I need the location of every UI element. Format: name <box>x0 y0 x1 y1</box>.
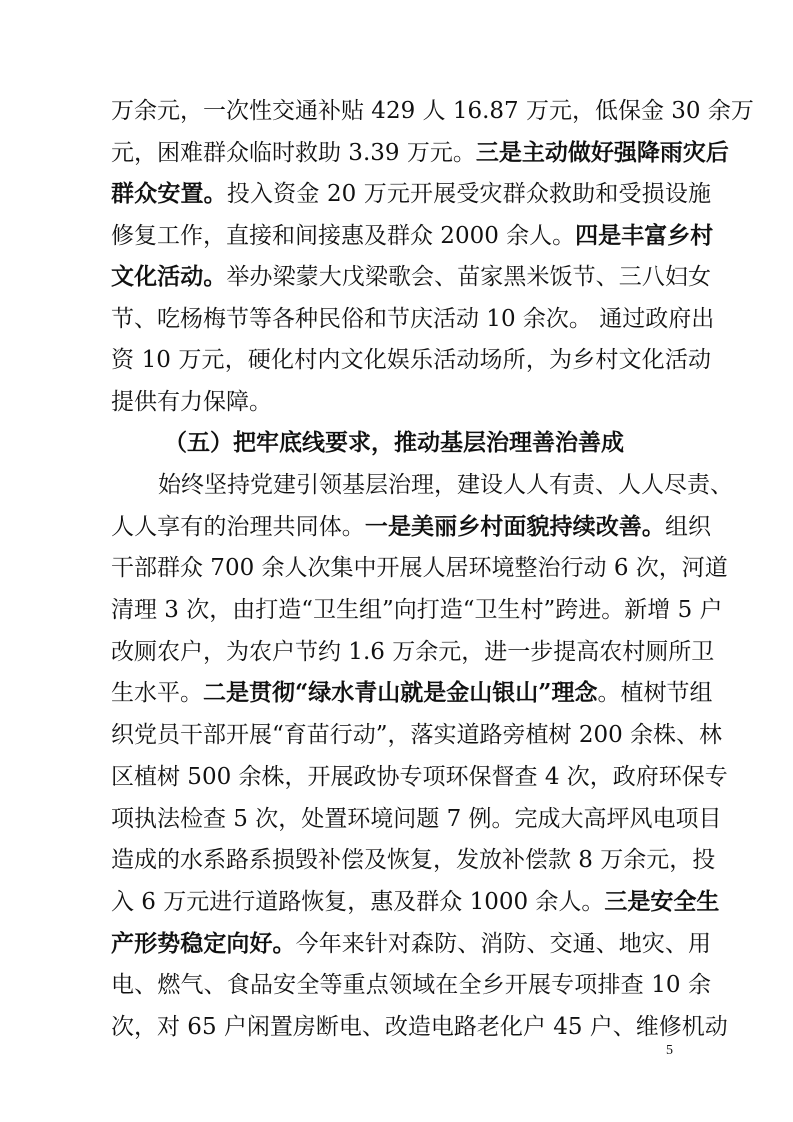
text-line <box>111 970 711 1000</box>
bold-text-segment: 二是贯彻“绿水青山就是金山银山”理念 <box>203 679 598 706</box>
text-line <box>111 845 716 875</box>
text-segment: 资 10 万元，硬化村内文化娱乐活动场所，为乡村文化活动 <box>111 347 711 373</box>
text-line <box>111 304 715 334</box>
bold-text-segment: 三是主动做好强降雨灾后 <box>475 139 729 166</box>
text-segment: 组织 <box>664 514 712 540</box>
text-segment: 举办梁蒙大戊梁歌会、苗家黑米饭节、三八妇女 <box>226 264 712 290</box>
text-segment: 区植树 500 余株，开展政协专项环保督查 4 次，政府环保专 <box>111 764 728 790</box>
text-line <box>111 1012 728 1042</box>
text-line <box>111 762 728 792</box>
text-segment: 万余元，一次性交通补贴 429 人 16.87 万元，低保金 30 余万 <box>111 98 754 124</box>
text-segment: 投入资金 20 万元开展受灾群众救助和受损设施 <box>226 181 712 207</box>
text-segment: 节、吃杨梅节等各种民俗和节庆活动 10 余次。 通过政府出 <box>111 306 715 332</box>
text-line <box>111 595 723 625</box>
text-segment: 电、燃气、食品安全等重点领域在全乡开展专项排查 10 余 <box>111 972 711 998</box>
bold-text-segment: 四是丰富乡村 <box>575 222 714 249</box>
text-segment: 。植树节组 <box>597 680 713 706</box>
bold-text-segment: 一是美丽乡村面貌持续改善。 <box>364 513 665 540</box>
text-segment: 织党员干部开展“育苗行动”，落实道路旁植树 200 余株、林 <box>111 722 723 748</box>
text-line <box>111 345 711 375</box>
page-number: 5 <box>666 1043 673 1058</box>
text-line <box>111 720 723 750</box>
text-segment: 修复工作，直接和间接惠及群众 2000 余人。 <box>111 223 576 249</box>
text-line <box>111 804 722 834</box>
text-segment: 生水平。 <box>111 680 203 706</box>
text-line <box>111 179 711 209</box>
text-line <box>111 553 728 583</box>
text-segment: 入 6 万元进行道路恢复，惠及群众 1000 余人。 <box>111 889 605 915</box>
text-segment: 人人享有的治理共同体。 <box>111 514 365 540</box>
text-line <box>111 929 711 959</box>
text-line <box>111 678 711 708</box>
text-line <box>111 387 711 417</box>
bold-text-segment: 群众安置。 <box>111 180 227 207</box>
text-segment: 造成的水系路系损毁补偿及恢复，发放补偿款 8 万余元，投 <box>111 847 716 873</box>
text-segment: 元，困难群众临时救助 3.39 万元。 <box>111 140 476 166</box>
text-segment: 提供有力保障。 <box>111 389 272 415</box>
text-line <box>111 262 711 292</box>
text-line <box>111 138 729 168</box>
text-line <box>111 637 715 667</box>
text-segment: 项执法检查 5 次，处置环境问题 7 例。完成大高坪风电项目 <box>111 806 722 832</box>
text-line <box>111 512 711 542</box>
bold-text-segment: 文化活动。 <box>111 263 227 290</box>
text-segment: 清理 3 次，由打造“卫生组”向打造“卫生村”跨进。新增 5 户 <box>111 597 723 623</box>
text-segment: 始终坚持党建引领基层治理，建设人人有责、人人尽责、 <box>158 472 733 498</box>
text-segment: 干部群众 700 余人次集中开展人居环境整治行动 6 次，河道 <box>111 555 728 581</box>
bold-text-segment: 产形势稳定向好。 <box>111 930 296 957</box>
text-line <box>158 470 733 500</box>
text-line <box>111 887 720 917</box>
text-segment: 改厕农户，为农户节约 1.6 万余元，进一步提高农村厕所卫 <box>111 639 715 665</box>
text-segment: 今年来针对森防、消防、交通、地灾、用 <box>295 931 712 957</box>
text-line <box>111 221 714 251</box>
text-line <box>111 96 754 126</box>
section-heading: （五）把牢底线要求，推动基层治理善治善成 <box>164 429 624 456</box>
bold-text-segment: 三是安全生 <box>604 888 720 915</box>
text-segment: 次，对 65 户闲置房断电、改造电路老化户 45 户、维修机动 <box>111 1014 728 1040</box>
